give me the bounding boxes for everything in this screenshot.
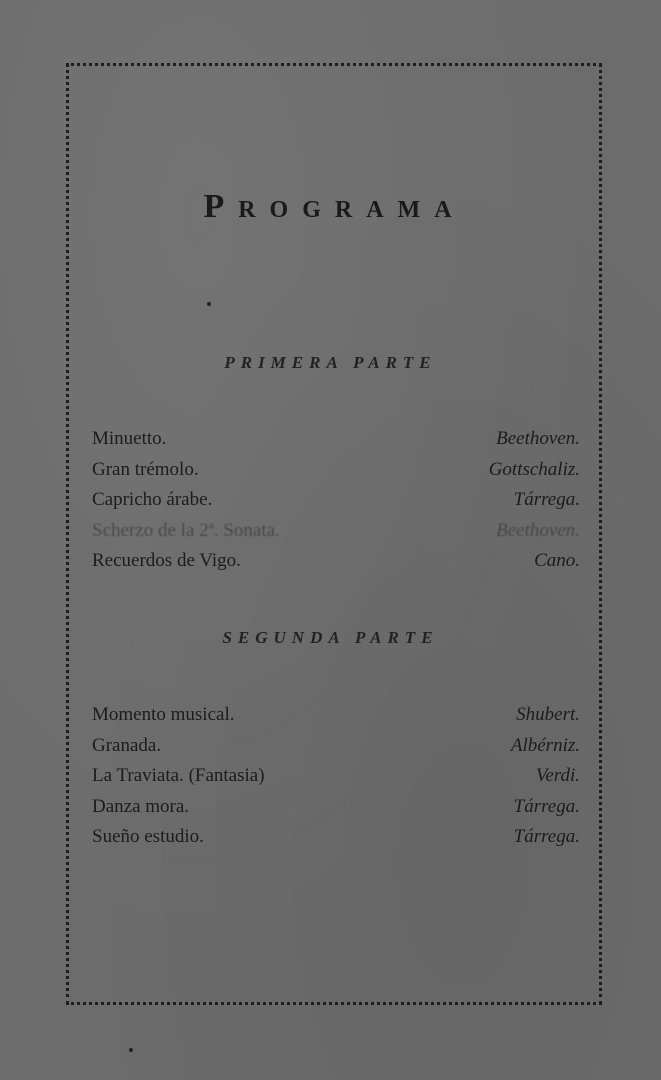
list-item: [92, 489, 580, 520]
composer-name: Shubert.: [516, 704, 580, 725]
list-item: [92, 735, 580, 766]
composer-name: Tárrega.: [513, 795, 580, 817]
list-item: [92, 459, 580, 490]
composer-name: Cano.: [534, 550, 580, 571]
piece-title: Minuetto.: [92, 428, 167, 449]
composer-name: Gottschaliz.: [488, 458, 580, 480]
list-item: [92, 796, 580, 827]
piece-title: Gran trémolo.: [92, 458, 199, 480]
composer-name: Tárrega.: [513, 826, 580, 847]
piece-title: Sueño estudio.: [92, 826, 204, 847]
composer-name: Beethoven.: [496, 428, 580, 449]
piece-title: La Traviata. (Fantasia): [92, 765, 265, 786]
composer-name: Verdi.: [535, 765, 580, 786]
program-list-primera-parte: [92, 428, 580, 581]
section-heading-primera-parte: PRIMERA PARTE: [224, 353, 437, 372]
piece-title: Momento musical.: [92, 704, 235, 725]
list-item: [92, 550, 580, 581]
piece-title: Recuerdos de Vigo.: [92, 550, 241, 571]
program-title: Programa: [203, 188, 466, 225]
list-item: [92, 826, 580, 857]
composer-name: Albérniz.: [510, 734, 580, 756]
program-list-segunda-parte: [92, 704, 580, 857]
composer-name: Tárrega.: [513, 489, 580, 510]
paper-speck: [207, 302, 211, 306]
paper-speck: [129, 1048, 133, 1052]
composer-name: Beethoven.: [496, 519, 580, 541]
section-heading-segunda-parte: SEGUNDA PARTE: [222, 628, 439, 647]
list-item: [92, 428, 580, 459]
list-item: [92, 520, 580, 551]
piece-title: Scherzo de la 2ª. Sonata.: [92, 519, 280, 541]
piece-title: Granada.: [92, 734, 162, 756]
piece-title: Danza mora.: [92, 795, 190, 817]
piece-title: Capricho árabe.: [92, 489, 213, 510]
list-item: [92, 704, 580, 735]
list-item: [92, 765, 580, 796]
